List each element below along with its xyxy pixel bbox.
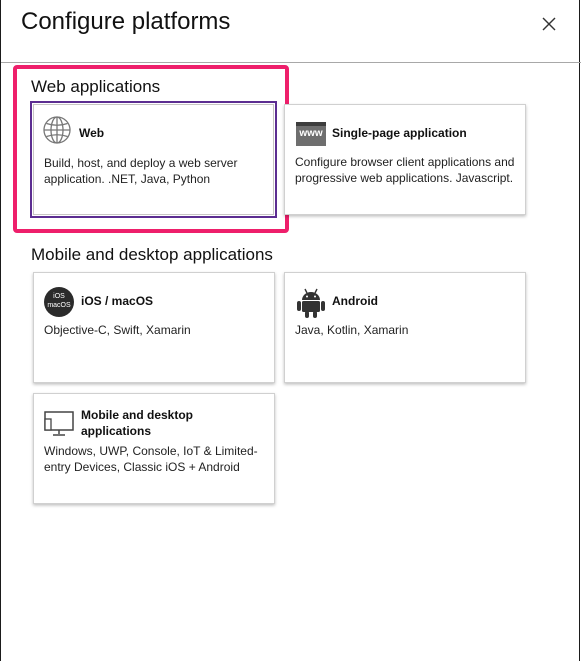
section-label-mobile: Mobile and desktop applications [31,245,273,264]
section-label-web: Web applications [31,77,161,96]
www-icon-text: www [299,128,323,139]
tile-desc-desktop: Windows, UWP, Console, IoT & Limited-entry Devices, Classic iOS + Android [44,444,258,474]
platform-tile-desktop[interactable] [33,393,275,504]
tile-desc-web: Build, host, and deploy a web server application. .NET, Java, Python [44,156,238,186]
panel-header [1,0,581,63]
ios-icon-text-bottom: macOS [47,302,71,309]
platform-tile-web[interactable] [30,101,277,218]
ios-macos-icon [44,287,74,317]
tile-title-web: Web [79,126,105,140]
globe-icon [42,115,72,145]
tile-title-desktop: Mobile and desktop applications [81,408,194,438]
www-browser-icon [296,122,326,152]
platform-tile-android[interactable] [284,272,526,383]
tile-desc-spa: Configure browser client applications and progressive web applications. Javascript. [295,155,515,185]
ios-icon-text-top: iOS [53,293,65,300]
panel-title: Configure platforms [21,8,231,35]
android-icon [297,288,327,318]
tile-desc-ios: Objective-C, Swift, Xamarin [44,323,191,337]
tile-title-ios: iOS / macOS [81,294,154,308]
tile-title-spa: Single-page application [332,126,467,140]
platform-tile-spa[interactable] [284,104,526,215]
close-icon[interactable] [539,14,559,34]
platform-tile-ios[interactable] [33,272,275,383]
tile-desc-android: Java, Kotlin, Xamarin [295,323,409,337]
monitor-icon [44,411,74,441]
tile-title-android: Android [332,294,378,308]
